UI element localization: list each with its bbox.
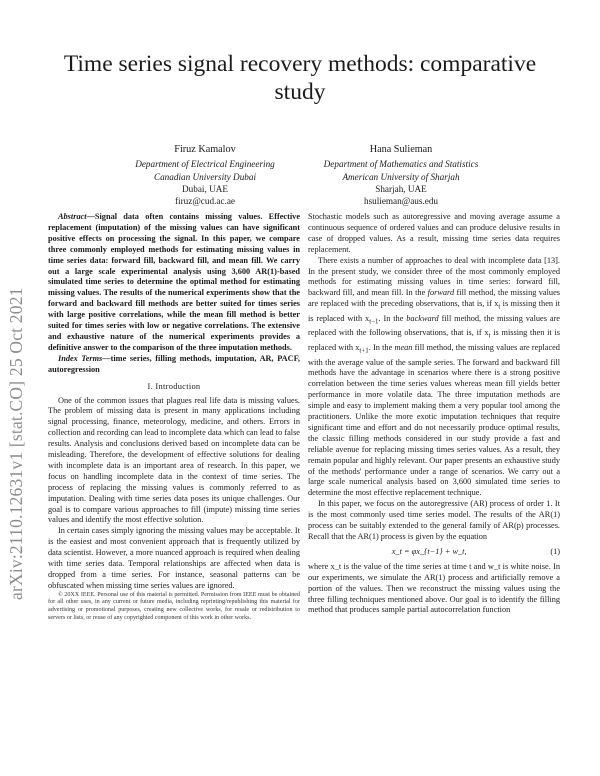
section-heading: I. Introduction <box>147 381 201 391</box>
author-email[interactable]: firuz@cud.ac.ae <box>175 196 235 207</box>
author-block-2 <box>291 144 511 207</box>
index-terms <box>48 354 300 376</box>
index-terms-text: —time series, filling methods, imputation, AR, PACF, autoregression <box>48 353 301 374</box>
text-run: is missing then it is replaced with x <box>308 299 560 323</box>
text-run: backward <box>406 313 439 323</box>
paragraph: One of the common issues that plagues real life data is missing values. The problem of missing data is present in many applications including signal processing, finance, meteorology, medicine, and others. Errors in collection and recording can lead to incomplete data which can lead to false results. Analysis and conclusions derived based on incomplete data can be misleading. Therefore, the development of effective solutions for dealing with incomplete data is an important area of research. In this paper, we focus on handling incomplete data in the context of time series. The process of replacing the missing values is commonly referred to as imputation. Dealing with time series data poses its unique challenges. Our goal is to compare various approaches to fill (impute) missing time series values and identify the most effective solution. <box>48 395 300 525</box>
right-column <box>308 212 560 616</box>
author-dept: Department of Electrical Engineering <box>135 159 275 170</box>
paragraph: In certain cases simply ignoring the missing values may be acceptable. It is the easiest and most convenient approach that is frequently utilized by data scientist. However, a more nuanced approach is required when dealing with time series data. Temporal relationships are affected when data is dropped from a time series. For instance, seasonal patterns can be obfuscated when missing time series values are ignored. <box>48 526 300 590</box>
text-run: mean <box>394 342 413 352</box>
abstract-text: —Signal data often contains missing values. Effective replacement (imputation) of the missing values can have significant positive effects on processing the signal. In this paper, we compare three commonly employed methods for estimating missing values in time series data: forward fill, backward fill, and mean fill. We carry out a large scale experimental analysis using 3,600 AR(1)-based simulated time series to determine the optimal method for estimating missing values. The results of the numerical experiments show that the forward and backward fill methods are better suited for times series with large positive correlations, while the mean fill method is better suited for times series with low or negative correlations. The extensive and exhaustive nature of the numerical experiments provides a definitive answer to the comparison of the three imputation methods. <box>48 212 300 352</box>
equation-text: x_t = φx_{t−1} + w_t, <box>391 546 467 556</box>
paragraph: In this paper, we focus on the autoregressive (AR) process of order 1. It is the most commonly used time series model. The results of the AR(1) process can be suitably extended to the general family of AR(p) processes. Recall that the AR(1) process is given by the equation <box>308 499 560 541</box>
author-city: Sharjah, UAE <box>375 183 427 194</box>
paragraph: There exists a number of approaches to deal with incomplete data [13]. In the present study, we consider three of the most commonly employed methods for estimating missing values in time series: forward fill, backward fill, and mean fill. In the forward fill method, the missing values are replaced with the preceding observations, that is, if $x_t$ is missing then it is replaced with $x_{t-1}$. In the backward fill method, the missing values are replaced with the following observations, that is, if $x_t$ is missing then it is replaced with $x_{t+1}$. In the mean fill method, the missing values are replaced with the average value of the sample series. The forward and backward fill methods have the advantage in scenarios where there is a strong positive correlation between the time series values whereas mean fill yields better performance in more volatile data. The three imputation methods are simple and easy to implement making them a very popular tool among the practitioners. Unlike the more exotic imputation techniques that require significant time and effort and do not necessarily produce optimal results, the classic filling methods considered in our study provide a fast and reliable avenue for replacing missing times series values. As a result, they remain popular and highly relevant. Our paper presents an exhaustive study of the methods' performance under a range of scenarios. We carry out a large scale numerical analysis based on 3,600 simulated time series to determine the most effective replacement technique. <box>308 255 560 498</box>
author-univ: American University of Sharjah <box>342 171 460 182</box>
author-dept: Department of Mathematics and Statistics <box>323 159 479 170</box>
text-run: forward <box>427 288 455 298</box>
abstract-label: Abstract <box>58 212 87 221</box>
text-run: . In the <box>378 313 407 323</box>
author-email[interactable]: hsulieman@aus.edu <box>363 196 439 207</box>
paper-title: Time series signal recovery methods: comparative study <box>63 51 537 105</box>
author-block-1 <box>95 144 315 207</box>
left-column <box>48 212 300 622</box>
equation-number: (1) <box>550 546 560 556</box>
paragraph: Stochastic models such as autoregressive and moving average assume a continuous sequence of ordered values and can produce delusive results in case of dropped values. As a result, missing time series data requires replacement. <box>308 212 560 254</box>
abstract <box>48 212 300 354</box>
index-terms-label: Index Terms <box>58 353 103 363</box>
text-run: There exists a number of approaches to deal with incomplete data [13]. In the present study, we consider three of the most commonly employed methods for estimating missing values in time series: forward fill, backward fill, and mean fill. In the <box>308 255 560 298</box>
paragraph: where x_t is the value of the time series at time t and w_t is white noise. In our experiments, we simulate the AR(1) process and artificially remove a portion of the values. Then we reconstruct the missing values using the three filling techniques mentioned above. Our goal is to identify the filling method that produces sample partial autocorrelation function <box>308 561 560 615</box>
author-name: Hana Sulieman <box>369 144 433 155</box>
arxiv-stamp[interactable]: arXiv:2110.12631v1 [stat.CO] 25 Oct 2021 <box>6 287 26 600</box>
text-run: fill method, the missing values are replaced with the following observations, that is, if x <box>308 313 560 338</box>
text-run: . In the <box>368 342 395 352</box>
author-city: Dubai, UAE <box>182 183 228 194</box>
text-run: is missing then it is replaced with x <box>308 328 560 352</box>
text-run: fill method, the missing values are replaced with the average value of the sample series. The forward and backward fill methods have the advantage in scenarios where there is a strong positive correlation between the time series values whereas mean fill yields better performance in more volatile data. The three imputation methods are simple and easy to implement making them a very popular tool among the practitioners. Unlike the more exotic imputation techniques that require significant time and effort and do not necessarily produce optimal results, the classic filling methods considered in our study provide a fast and reliable avenue for replacing missing times series values. As a result, they remain popular and highly relevant. Our paper presents an exhaustive study of the methods' performance under a range of scenarios. We carry out a large scale numerical analysis based on 3,600 simulated time series to determine the most effective replacement technique. <box>308 342 560 498</box>
equation-1 <box>308 547 560 558</box>
author-name: Firuz Kamalov <box>174 144 236 155</box>
copyright-footnote: © 20XX IEEE. Personal use of this material is permitted. Permission from IEEE must be obtained for all other uses, in any current or future media, including reprinting/republishing this material for advertising or promotional purposes, creating new collective works, for resale or redistribution to servers or lists, or reuse of any copyrighted component of this work in other works. <box>48 591 300 621</box>
author-univ: Canadian University Dubai <box>153 171 257 182</box>
text-run: fill method, the missing values are replaced with the preceding observations, that is, if x <box>308 288 560 309</box>
